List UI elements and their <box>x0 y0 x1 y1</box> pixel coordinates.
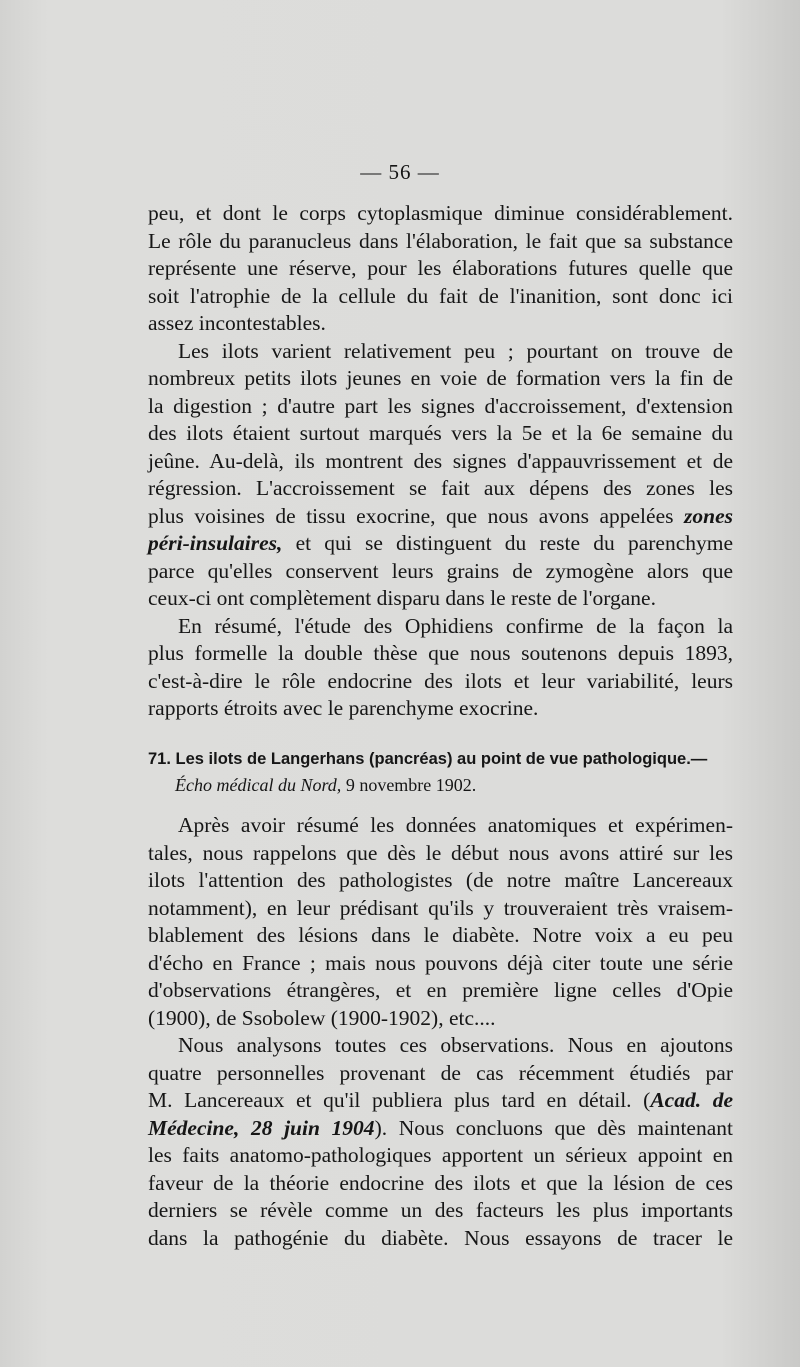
text-segment: M. Lancereaux et qu'il publiera plus tard en détail. <box>148 1088 632 1112</box>
text-line: ilots l'attention des pathologistes (de notre maître Lancereaux <box>148 868 733 892</box>
text-line: rapports étroits avec le parenchyme exocrine. <box>148 696 539 720</box>
text-line: des ilots étaient surtout marqués vers la 5e et la 6e semaine du <box>148 421 733 445</box>
text-segment: plus voisines de tissu exocrine, que nous avons appelées <box>148 503 674 528</box>
text-line: Nous analysons toutes ces observations. Nous en ajoutons <box>178 1033 733 1057</box>
reference-close: ). Nous concluons que dès maintenant <box>374 1115 733 1140</box>
text-line: En résumé, l'étude des Ophidiens confirme de la façon la <box>178 613 733 638</box>
paragraph-5 <box>148 1032 733 1252</box>
text-line: peu, et dont le corps cytoplasmique diminue considérablement. <box>148 201 733 225</box>
paragraph-1 <box>148 200 733 338</box>
section-heading <box>148 750 733 769</box>
text-line: dans la pathogénie du diabète. Nous essayons de tracer le <box>148 1225 733 1250</box>
text-line: tales, nous rappelons que dès le début nous avons attiré sur les <box>148 840 733 865</box>
text-line: plus formelle la double thèse que nous soutenons depuis 1893, <box>148 641 733 665</box>
text-line: (1900), de Ssobolew (1900-1902), etc.... <box>148 1005 496 1030</box>
text-line: notamment), en leur prédisant qu'ils y trouveraient très vraisem- <box>148 895 733 920</box>
text-line: ceux-ci ont complètement disparu dans le reste de l'organe. <box>148 586 656 610</box>
text-line: d'observations étrangères, et en première ligne celles d'Opie <box>148 978 733 1002</box>
text-line: blablement des lésions dans le diabète. Notre voix a eu peu <box>148 923 733 947</box>
text-line: régression. L'accroissement se fait aux dépens des zones les <box>148 476 733 500</box>
text-line: assez incontestables. <box>148 311 326 335</box>
page-number: — 56 — <box>360 160 440 184</box>
text-line: parce qu'elles conservent leurs grains de zymogène alors que <box>148 558 733 583</box>
emphasis-zones: zones <box>684 503 733 528</box>
text-line: jeûne. Au-delà, ils montrent des signes d'appauvrissement et de <box>148 448 733 473</box>
text-line: la digestion ; d'autre part les signes d'accroissement, d'extension <box>148 393 733 418</box>
text-line: les faits anatomo-pathologiques apportent un sérieux appoint en <box>148 1143 733 1167</box>
text-line: derniers se révèle comme un des facteurs les plus importants <box>148 1198 733 1222</box>
paragraph-4 <box>148 812 733 1032</box>
text-line: soit l'atrophie de la cellule du fait de l'inanition, sont donc ici <box>148 283 733 308</box>
citation-source: Écho médical du Nord, <box>175 775 342 795</box>
paragraph-3 <box>148 613 733 723</box>
text-line: c'est-à-dire le rôle endocrine des ilots et leur variabilité, leurs <box>148 668 733 693</box>
text-line: représente une réserve, pour les élaborations futures quelle que <box>148 256 733 280</box>
lower-text-block <box>148 812 733 1252</box>
text-line: faveur de la théorie endocrine des ilots et que la lésion de ces <box>148 1170 733 1195</box>
text-line: nombreux petits ilots jeunes en voie de formation vers la fin de <box>148 366 733 390</box>
reference-italic-2: Médecine, 28 juin 1904 <box>148 1115 375 1140</box>
text-line: Le rôle du paranucleus dans l'élaboration, le fait que sa substance <box>148 228 733 253</box>
section-citation <box>175 775 476 796</box>
reference-italic: Acad. de <box>650 1088 733 1112</box>
section-number: 71. <box>148 750 171 768</box>
section-title: Les ilots de Langerhans (pancréas) au point de vue pathologique.— <box>175 750 708 768</box>
reference-open: ( <box>643 1088 651 1112</box>
text-line: Après avoir résumé les données anatomiques et expérimen- <box>178 813 733 837</box>
citation-date: 9 novembre 1902. <box>345 775 477 795</box>
text-line: d'écho en France ; mais nous pouvons déjà citer toute une série <box>148 950 733 975</box>
text-line <box>148 1087 733 1115</box>
upper-text-block <box>148 200 733 723</box>
text-line <box>148 503 733 531</box>
emphasis-peri-insulaires: péri-insulaires, <box>148 531 283 555</box>
paragraph-2 <box>148 338 733 613</box>
text-segment: et qui se distinguent du reste du parenchyme <box>295 531 733 555</box>
text-line <box>148 1115 733 1143</box>
text-line: quatre personnelles provenant de cas récemment étudiés par <box>148 1060 733 1085</box>
text-line <box>148 530 733 558</box>
text-line: Les ilots varient relativement peu ; pourtant on trouve de <box>178 338 733 363</box>
